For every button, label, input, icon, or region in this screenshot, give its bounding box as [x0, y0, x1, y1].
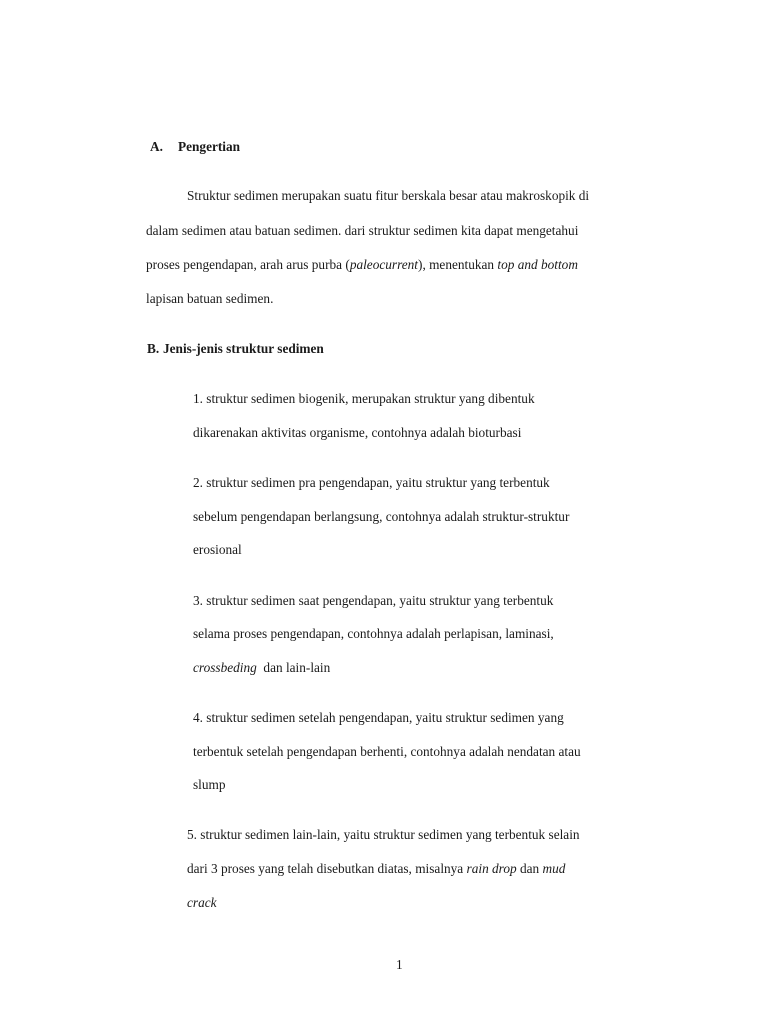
section-b-number: B.: [147, 341, 160, 356]
list-item-1-line-1: 1. struktur sedimen biogenik, merupakan struktur yang dibentuk: [193, 391, 535, 406]
section-b-title: Jenis-jenis struktur sedimen: [163, 341, 324, 356]
list-item-5-line-3: [187, 895, 217, 911]
section-a-title: Pengertian: [178, 139, 241, 154]
list-item-5-line-2: [187, 861, 565, 877]
list-item-5-line-1: 5. struktur sedimen lain-lain, yaitu struktur sedimen yang terbentuk selain: [187, 827, 580, 842]
list-item-3-line-1: 3. struktur sedimen saat pengendapan, yaitu struktur yang terbentuk: [193, 593, 554, 608]
section-a-heading: [150, 139, 240, 155]
list-item-2-line-2: sebelum pengendapan berlangsung, contohnya adalah struktur-struktur: [193, 509, 570, 524]
list-item-2-line-1: 2. struktur sedimen pra pengendapan, yaitu struktur yang terbentuk: [193, 475, 550, 490]
paleocurrent-term: paleocurrent: [349, 257, 419, 272]
mud-term: mud: [542, 861, 566, 876]
list-item-5-line-2-mid: dan: [516, 861, 543, 876]
crack-term: crack: [187, 895, 217, 910]
paragraph-a-line-3-mid: ), menentukan: [418, 257, 498, 272]
list-item-4-line-2: terbentuk setelah pengendapan berhenti, contohnya adalah nendatan atau: [193, 744, 581, 759]
list-item-3-line-3: [193, 660, 330, 676]
rain-drop-term: rain drop: [466, 861, 517, 876]
paragraph-a-line-1: Struktur sedimen merupakan suatu fitur berskala besar atau makroskopik di: [187, 188, 590, 203]
list-item-4-line-3: slump: [193, 777, 226, 792]
paragraph-a-line-3-text: proses pengendapan, arah arus purba (: [146, 257, 350, 272]
page-number: 1: [396, 957, 403, 972]
section-a-number: A.: [150, 139, 163, 154]
list-item-3-line-3-rest: dan lain-lain: [256, 660, 331, 675]
paragraph-a-line-2: dalam sedimen atau batuan sedimen. dari struktur sedimen kita dapat mengetahui: [146, 223, 579, 238]
section-b-heading: [147, 341, 324, 357]
list-item-5-line-2-text: dari 3 proses yang telah disebutkan diatas, misalnya: [187, 861, 467, 876]
list-item-4-line-1: 4. struktur sedimen setelah pengendapan, yaitu struktur sedimen yang: [193, 710, 564, 725]
list-item-1-line-2: dikarenakan aktivitas organisme, contohnya adalah bioturbasi: [193, 425, 522, 440]
crossbeding-term: crossbeding: [193, 660, 257, 675]
top-and-bottom-term: top and bottom: [497, 257, 578, 272]
list-item-2-line-3: erosional: [193, 542, 242, 557]
paragraph-a-line-4: lapisan batuan sedimen.: [146, 291, 274, 306]
paragraph-a-line-3: [146, 257, 578, 273]
list-item-3-line-2: selama proses pengendapan, contohnya adalah perlapisan, laminasi,: [193, 626, 554, 641]
